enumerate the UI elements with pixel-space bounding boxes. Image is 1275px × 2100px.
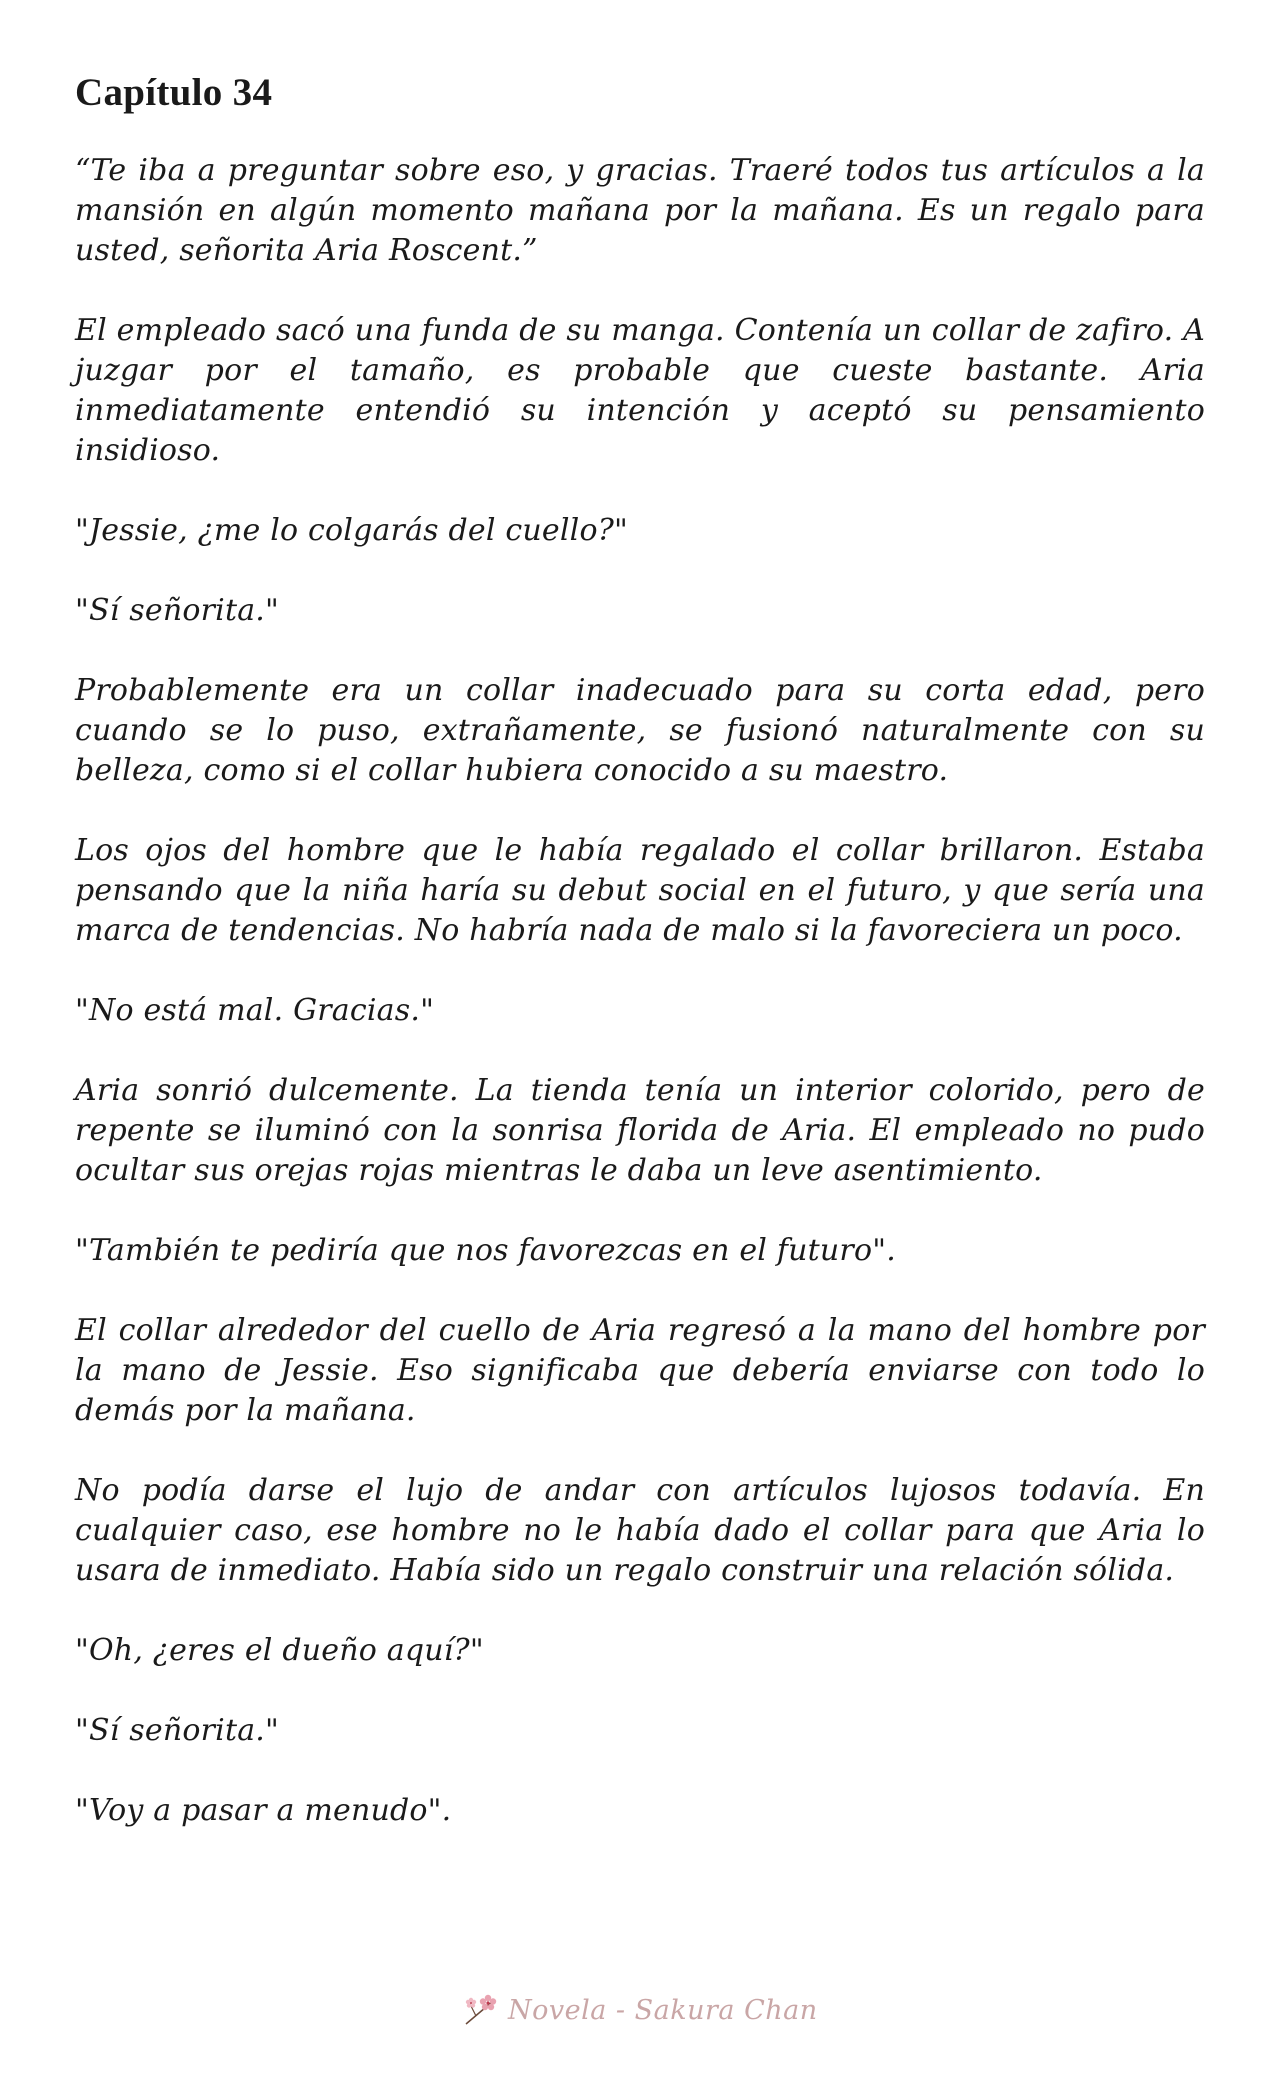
dialogue-line: "Jessie, ¿me lo colgarás del cuello?" (75, 513, 629, 548)
watermark-text: Novela - Sakura Chan (508, 1994, 818, 2026)
paragraph: No podía darse el lujo de andar con artículos lujosos todavía. En cualquier caso, ese hombre no le había dado el collar para que Aria lo usara de inmediato. Había sido un regalo construir una relación sólida. (75, 1473, 1205, 1588)
watermark (462, 1992, 818, 2028)
paragraph: “Te iba a preguntar sobre eso, y gracias. Traeré todos tus artículos a la mansión en algún momento mañana por la mañana. Es un regalo para usted, señorita Aria Roscent.” (75, 153, 1205, 268)
dialogue-line: "Sí señorita." (75, 1713, 280, 1748)
chapter-title: Capítulo 34 (75, 71, 273, 114)
paragraph: El collar alrededor del cuello de Aria regresó a la mano del hombre por la mano de Jessie. Eso significaba que debería enviarse con todo lo demás por la mañana. (75, 1313, 1205, 1428)
paragraph: Probablemente era un collar inadecuado para su corta edad, pero cuando se lo puso, extrañamente, se fusionó naturalmente con su belleza, como si el collar hubiera conocido a su maestro. (75, 673, 1205, 788)
dialogue-line: "No está mal. Gracias." (75, 993, 435, 1028)
paragraph: Los ojos del hombre que le había regalado el collar brillaron. Estaba pensando que la niña haría su debut social en el futuro, y que sería una marca de tendencias. No habría nada de malo si la favoreciera un poco. (75, 833, 1205, 948)
paragraph: Aria sonrió dulcemente. La tienda tenía un interior colorido, pero de repente se iluminó con la sonrisa florida de Aria. El empleado no pudo ocultar sus orejas rojas mientras le daba un leve asentimiento. (75, 1073, 1205, 1188)
dialogue-line: "Sí señorita." (75, 593, 280, 628)
dialogue-line: "Oh, ¿eres el dueño aquí?" (75, 1633, 484, 1668)
document-page (75, 70, 1205, 1871)
paragraph: El empleado sacó una funda de su manga. Contenía un collar de zafiro. A juzgar por el tamaño, es probable que cueste bastante. Aria inmediatamente entendió su intención y aceptó su pensamiento insidioso. (75, 313, 1205, 468)
dialogue-line: "También te pediría que nos favorezcas en el futuro". (75, 1233, 896, 1268)
dialogue-line: "Voy a pasar a menudo". (75, 1793, 452, 1828)
sakura-flower-icon (462, 1992, 502, 2028)
